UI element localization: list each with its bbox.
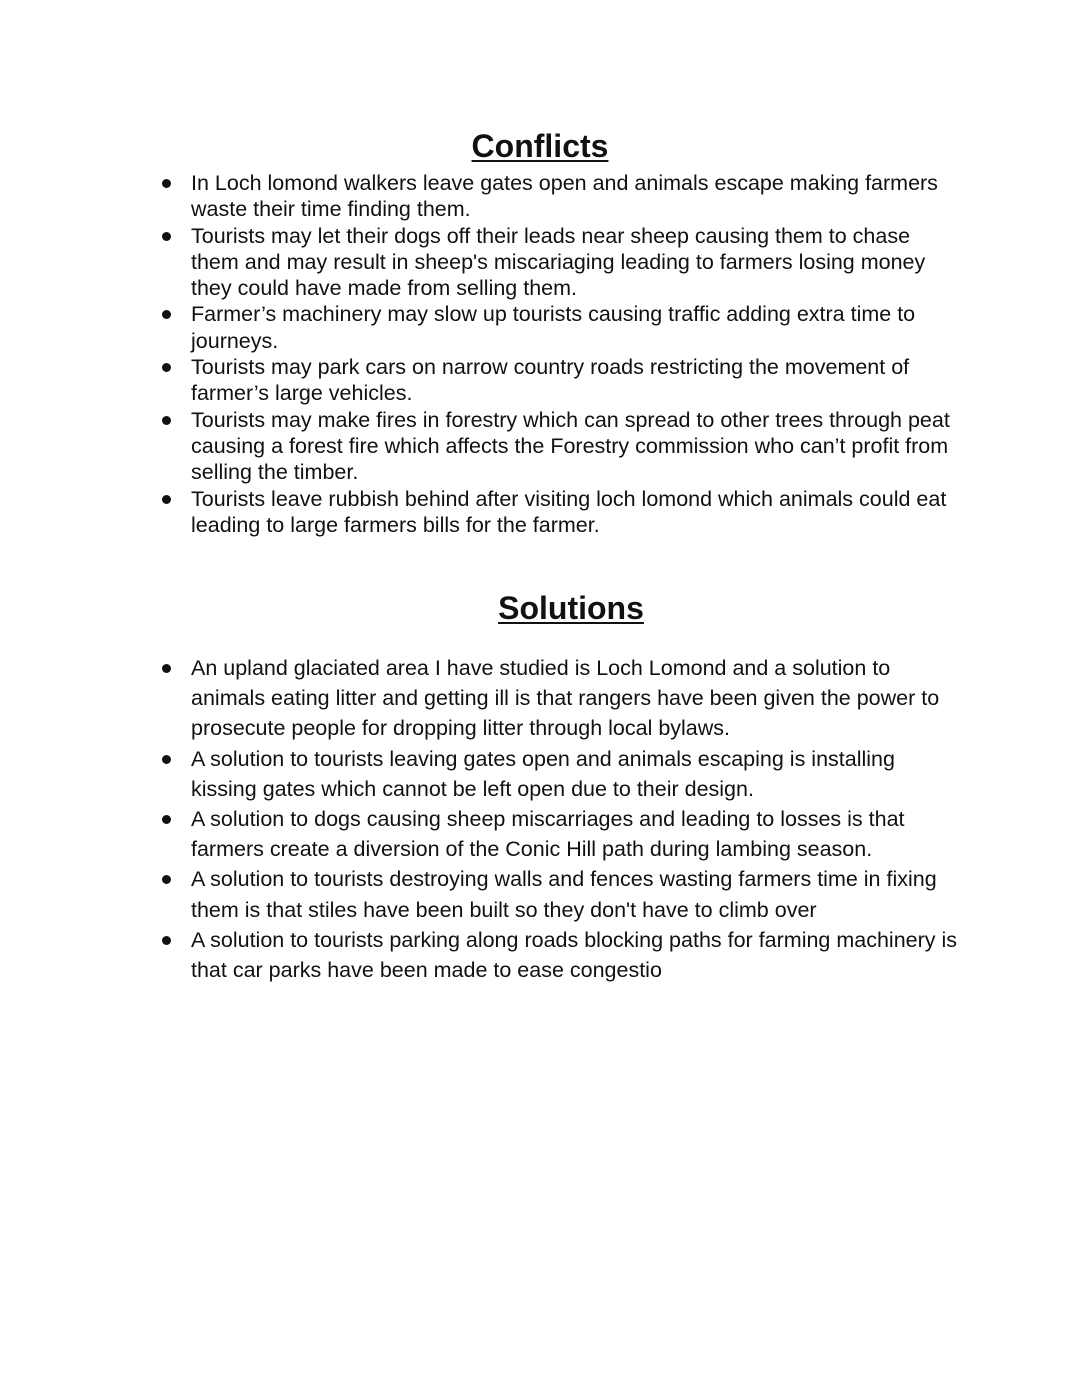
list-item <box>158 486 958 539</box>
list-item-text: In Loch lomond walkers leave gates open and animals escape making farmers waste their time finding them. <box>191 171 938 222</box>
bullet-icon <box>162 310 171 319</box>
bullet-icon <box>162 936 171 945</box>
conflicts-heading: Conflicts <box>471 128 609 164</box>
list-item <box>158 301 958 354</box>
list-item <box>158 804 958 864</box>
list-item-text: Tourists leave rubbish behind after visiting loch lomond which animals could eat leading to large farmers bills for the farmer. <box>191 486 947 537</box>
bullet-icon <box>162 363 171 372</box>
list-item <box>158 170 958 223</box>
list-item <box>158 223 958 302</box>
list-item-text: A solution to tourists parking along roads blocking paths for farming machinery is that car parks have been made to ease congestio <box>191 927 958 983</box>
list-item <box>158 407 958 486</box>
list-item-text: A solution to tourists destroying walls and fences wasting farmers time in fixing them is that stiles have been built so they don't have to climb over <box>191 867 937 922</box>
bullet-icon <box>162 232 171 241</box>
list-item-text: A solution to dogs causing sheep miscarriages and leading to losses is that farmers create a diversion of the Conic Hill path during lambing season. <box>191 807 905 862</box>
list-item-text: An upland glaciated area I have studied is Loch Lomond and a solution to animals eating litter and getting ill is that rangers have been given the power to prosecute people for dropping litter through local bylaws. <box>191 656 940 741</box>
list-item-text: A solution to tourists leaving gates open and animals escaping is installing kissing gates which cannot be left open due to their design. <box>191 746 895 801</box>
list-item-text: Tourists may make fires in forestry which can spread to other trees through peat causing a forest fire which affects the Forestry commission who can’t profit from selling the timber. <box>191 407 950 485</box>
bullet-icon <box>162 815 171 824</box>
solutions-heading: Solutions <box>498 590 644 626</box>
bullet-icon <box>162 179 171 188</box>
bullet-icon <box>162 664 171 673</box>
list-item <box>158 925 958 985</box>
bullet-icon <box>162 755 171 764</box>
bullet-icon <box>162 495 171 504</box>
bullet-icon <box>162 416 171 425</box>
list-item <box>158 744 958 804</box>
list-item <box>158 653 958 744</box>
solutions-list <box>158 653 958 985</box>
bullet-icon <box>162 875 171 884</box>
list-item <box>158 864 958 924</box>
list-item <box>158 354 958 407</box>
list-item-text: Tourists may park cars on narrow country roads restricting the movement of farmer’s large vehicles. <box>191 355 910 406</box>
list-item-text: Farmer’s machinery may slow up tourists causing traffic adding extra time to journeys. <box>191 302 916 353</box>
list-item-text: Tourists may let their dogs off their leads near sheep causing them to chase them and may result in sheep's miscariaging leading to farmers losing money they could have made from selling them. <box>191 223 926 301</box>
conflicts-list <box>158 170 958 538</box>
